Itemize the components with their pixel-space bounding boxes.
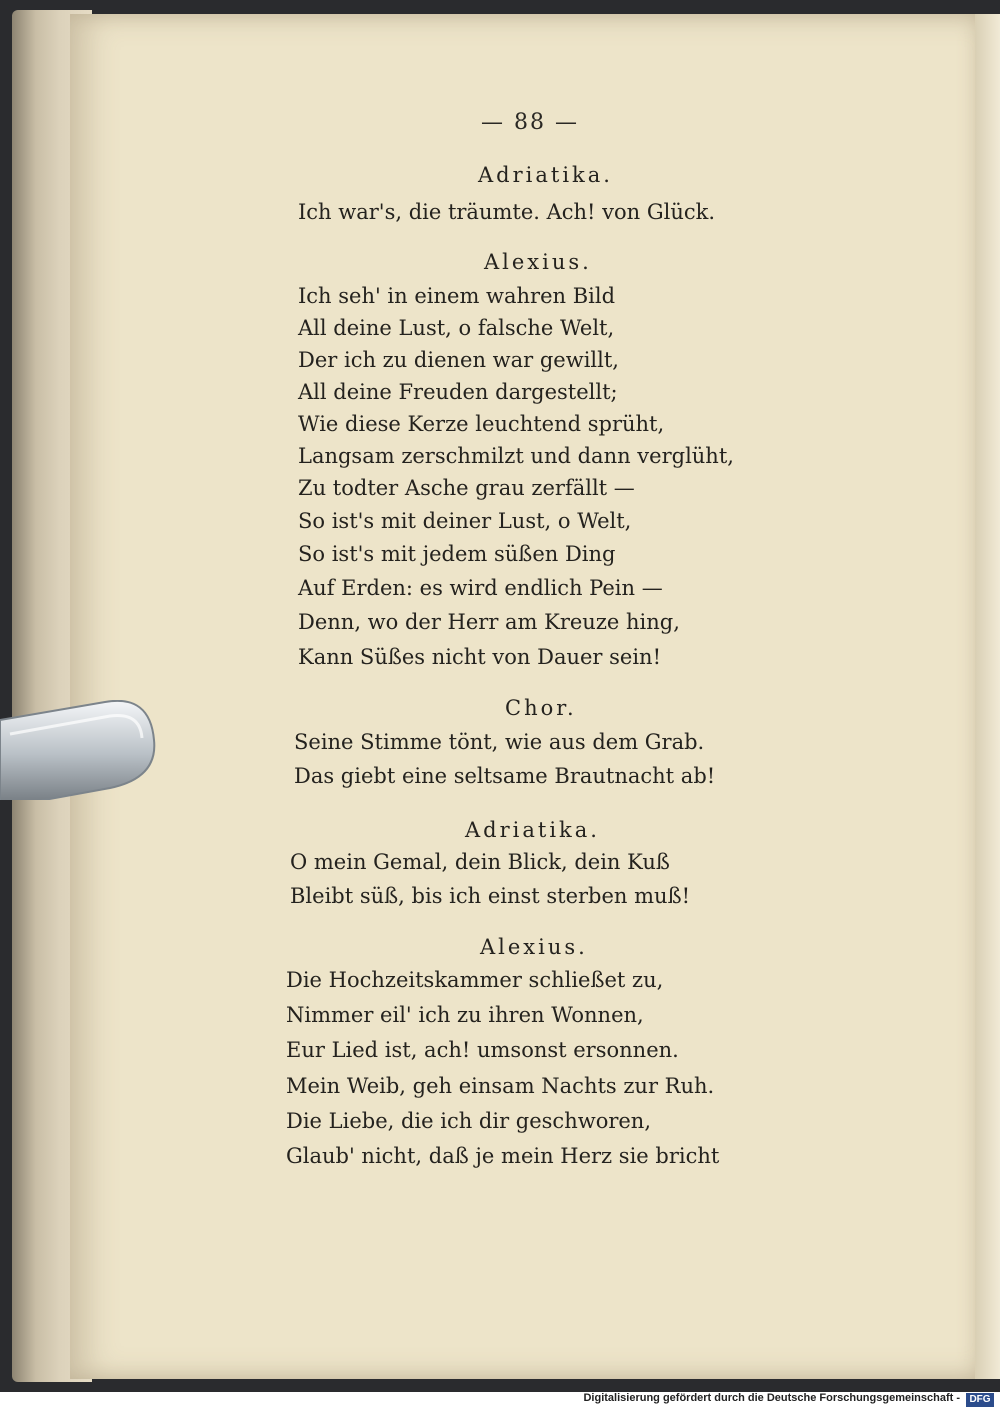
- verse-line: Die Liebe, die ich dir geschworen,: [286, 1109, 651, 1133]
- speaker-name: Alexius.: [484, 250, 592, 274]
- page-right-edge: [975, 14, 1000, 1379]
- verse-line: Seine Stimme tönt, wie aus dem Grab.: [294, 730, 705, 754]
- verse-line: Glaub' nicht, daß je mein Herz sie bricht: [286, 1144, 720, 1168]
- verse-line: Mein Weib, geh einsam Nachts zur Ruh.: [286, 1074, 715, 1098]
- verse-line: O mein Gemal, dein Blick, dein Kuß: [290, 850, 670, 874]
- verse-line: Ich war's, die träumte. Ach! von Glück.: [298, 200, 716, 224]
- verse-line: Die Hochzeitskammer schließet zu,: [286, 968, 664, 992]
- footer-credit: Digitalisierung gefördert durch die Deutsche Forschungsgemeinschaft -: [583, 1392, 960, 1404]
- page-number: — 88 —: [481, 110, 579, 135]
- speaker-name: Adriatika.: [478, 163, 613, 187]
- verse-line: Das giebt eine seltsame Brautnacht ab!: [294, 764, 716, 788]
- verse-line: Wie diese Kerze leuchtend sprüht,: [298, 412, 665, 436]
- speaker-name: Adriatika.: [465, 818, 600, 842]
- verse-line: Kann Süßes nicht von Dauer sein!: [298, 645, 662, 669]
- verse-line: Denn, wo der Herr am Kreuze hing,: [298, 610, 680, 634]
- dfg-logo: DFG: [966, 1393, 994, 1407]
- verse-line: Zu todter Asche grau zerfällt —: [298, 476, 635, 500]
- verse-line: Nimmer eil' ich zu ihren Wonnen,: [286, 1003, 644, 1027]
- verse-line: Der ich zu dienen war gewillt,: [298, 348, 619, 372]
- verse-line: Langsam zerschmilzt und dann verglüht,: [298, 444, 734, 468]
- verse-line: Auf Erden: es wird endlich Pein —: [298, 576, 663, 600]
- verse-line: Eur Lied ist, ach! umsonst ersonnen.: [286, 1038, 679, 1062]
- verse-line: So ist's mit jedem süßen Ding: [298, 542, 616, 566]
- page-holder-clip: [0, 700, 156, 800]
- verse-line: All deine Lust, o falsche Welt,: [298, 316, 615, 340]
- speaker-name: Alexius.: [480, 935, 588, 959]
- speaker-name: Chor.: [505, 696, 577, 720]
- verse-line: All deine Freuden dargestellt;: [298, 380, 618, 404]
- verse-line: Ich seh' in einem wahren Bild: [298, 284, 616, 308]
- verse-line: So ist's mit deiner Lust, o Welt,: [298, 509, 632, 533]
- verse-line: Bleibt süß, bis ich einst sterben muß!: [290, 884, 691, 908]
